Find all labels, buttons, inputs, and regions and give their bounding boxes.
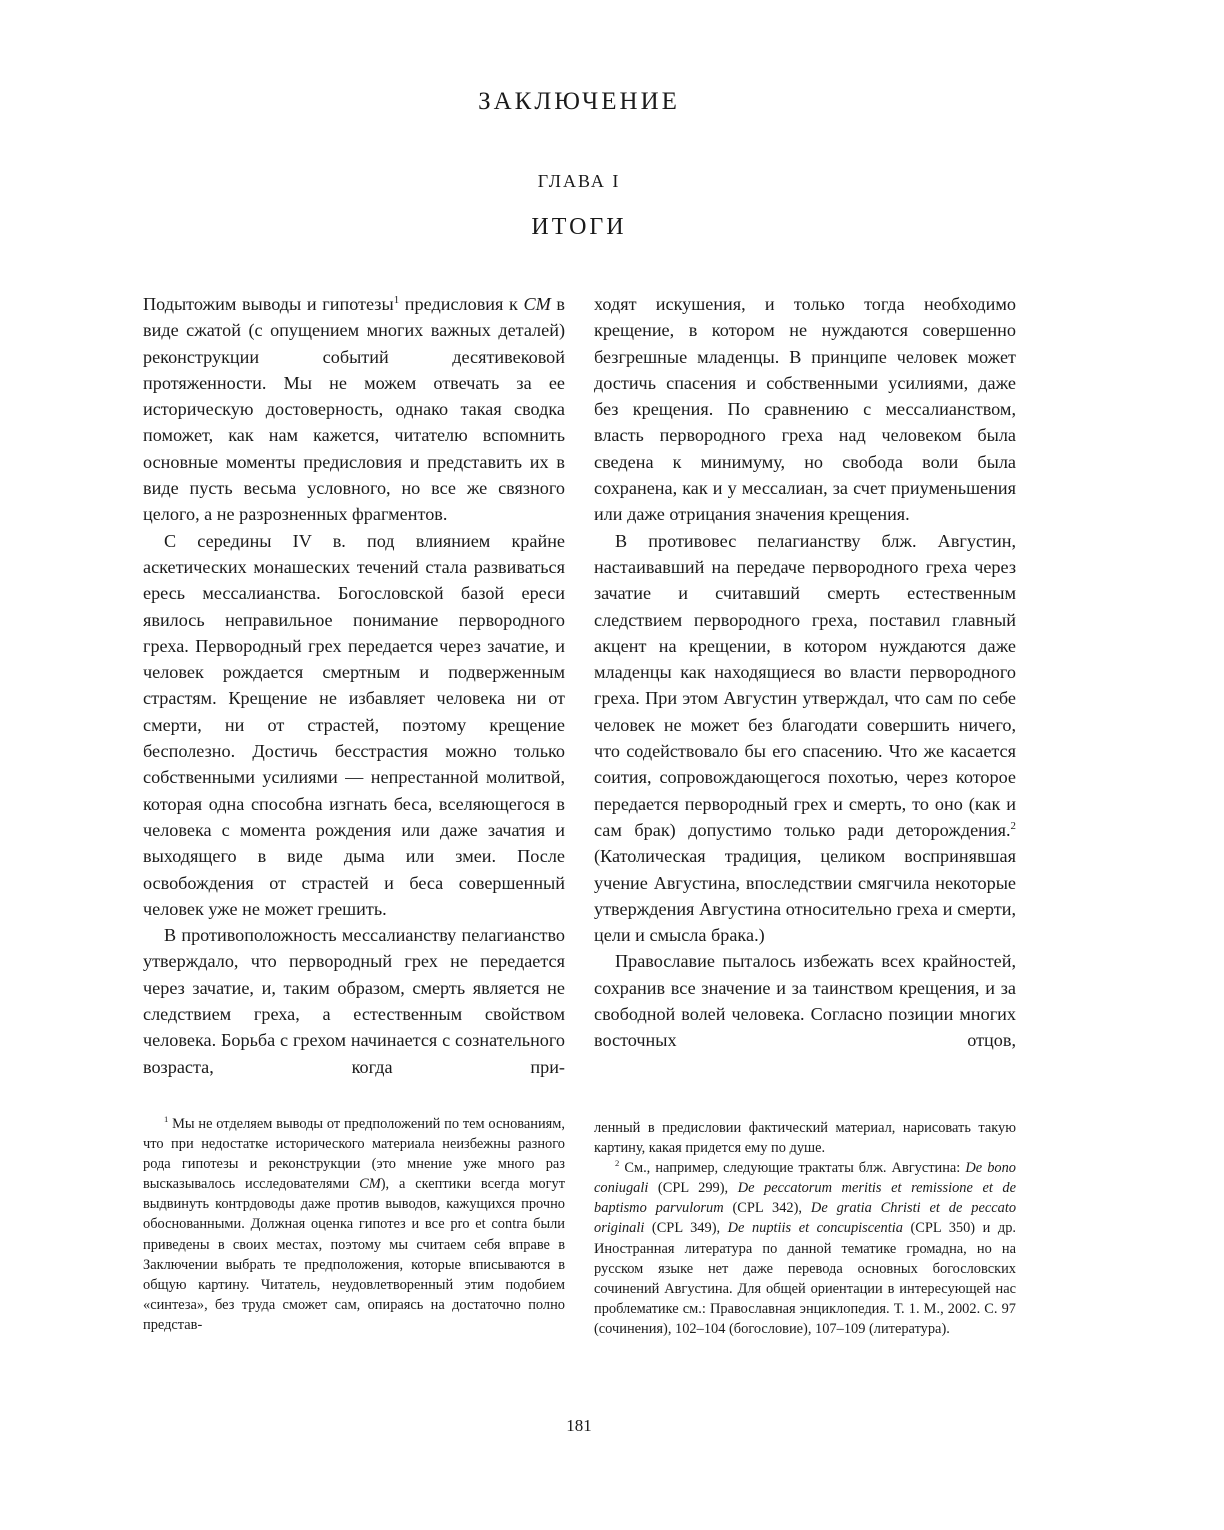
footnote-1 [143,1114,565,1335]
left-column [143,291,565,1080]
treatise-title: De nuptiis et concupiscentia [727,1220,903,1237]
left-paragraph-3: В противоположность мессалианству пелагианство утверждало, что первородный грех не передается через зачатие, и, таким образом, смерть является не следствием греха, а естественным свойством человека. Борьба с грехом начинается с сознательного возраста, когда при- [143,925,565,1077]
text-span: В противовес пелагианству блж. Августин, настаивавший на передаче первородного греха через зачатие и считавший смерть естественным следствием первородного греха, поставил главный акцент на крещении, в котором нуждаются даже младенцы как находящиеся во власти первородного греха. При этом Августин утверждал, что сам по себе человек не может без благодати совершить ничего, что содействовало бы его спасению. Что же касается соития, сопровождающегося похотью, через которое передается первородный грех и смерть, то оно (как и сам брак) допустимо только ради деторождения. [594,530,1016,840]
text-span: Мы не отделяем выводы от предположений по тем основаниям, что при недостатке исторического материала неизбежны разного рода гипотезы и реконструкции (это мнение уже много раз высказывалось исследователями [143,1116,565,1193]
right-column [594,291,1016,1054]
footnote-mark-2: 2 [615,1158,620,1169]
text-span: в виде сжатой (с опущением многих важных деталей) реконструкции событий десятивековой протяженности. Мы не можем отвечать за ее историческую достоверность, однако такая сводка поможет, как нам кажется, читателю вспомнить основные моменты предисловия и представить их в виде пусть весьма условного, но все же связного целого, а не разрозненных фрагментов. [143,294,566,525]
treatise-title: De gratia Christi et de peccato originali [594,1200,1017,1237]
text-span: ), а скептики всегда могут выдвинуть контрдоводы даже против выводов, кажущихся прочно обоснованными. Должная оценка гипотез и все pro et contra были приведены в своих местах, поэтому мы считаем себя вправе в Заключении выбрать те предположения, которые вписываются в общую картину. Читатель, неудовлетворенный этим подобием «синтеза», без труда сможет сам, опираясь на достаточно полно представ- [143,1176,566,1333]
text-span: (Католическая традиция, целиком воспринявшая учение Августина, впоследствии смягчила некоторые утверждения Августина относительно греха и смерти, цели и смысла брака.) [594,846,1016,946]
chapter-title: ИТОГИ [531,214,627,240]
abbrev-cm: СМ [523,294,551,314]
treatise-title: De peccatorum meritis et remissione et de baptismo parvulorum [594,1180,1016,1217]
right-paragraph-1: ходят искушения, и только тогда необходимо крещение, в котором не нуждаются совершенно безгрешные младенцы. В принципе человек может достичь спасения и собственными усилиями, даже без крещения. По сравнению с мессалианством, власть первородного греха над человеком была сведена к минимуму, но свобода воли была сохранена, как и у мессалиан, за счет приуменьшения или даже отрицания значения крещения. [594,294,1016,525]
abbrev-cm: СМ [359,1176,381,1193]
footnote-2 [594,1158,1016,1339]
left-paragraph-2: С середины IV в. под влиянием крайне аскетических монашеских течений стала развиваться ересь мессалианства. Богословской базой ереси явилось неправильное понимание первородного греха. Первородный грех передается через зачатие, и человек рождается смертным и подверженным страстям. Крещение не избавляет человека ни от смерти, ни от страстей, поэтому крещение бесполезно. Достичь бесстрастия можно только собственными усилиями — непрестанной молитвой, которая одна способна изгнать беса, вселяющегося в человека с момента рождения или даже зачатия и выходящего в виде дыма или змеи. После освобождения от страстей и беса совершенный человек уже не может грешить. [143,530,565,919]
text-span: предисловия к [399,294,524,314]
footnote-1-continued: ленный в предисловии фактический материал, нарисовать такую картину, какая придется ему по душе. [594,1120,1016,1157]
text-span: См., например, следующие трактаты блж. Августина: [619,1160,966,1177]
text-span: (CPL 342), [723,1200,811,1217]
treatise-title: De bono coniugali [594,1160,1016,1197]
text-span: Подытожим выводы и гипотезы [143,294,394,314]
page-number: 181 [566,1416,592,1435]
footnote-right [594,1118,1016,1339]
text-span: (CPL 350) и др. Иностранная литература по данной тематике громадна, но на русском языке нет даже перевода основных богословских сочинений Августина. Для общей ориентации в интересующей нас проблематике см.: Православная энциклопедия. Т. 1. М., 2002. С. 97 (сочинения), 102–104 (богословие), 107–109 (литература). [594,1220,1016,1337]
text-span: (CPL 349), [644,1220,728,1237]
part-title: ЗАКЛЮЧЕНИЕ [478,88,680,115]
right-paragraph-3: Православие пыталось избежать всех крайностей, сохранив все значение и за таинством крещения, и за свободной волей человека. Согласно позиции многих восточных отцов, [594,951,1016,1051]
text-span: (CPL 299), [648,1180,738,1197]
footnote-left [143,1114,565,1335]
footnote-ref-2: 2 [1010,819,1016,832]
left-paragraph-1 [143,291,565,528]
footnote-ref-1: 1 [393,293,400,306]
chapter-label: ГЛАВА I [537,171,621,191]
right-paragraph-2 [594,528,1016,949]
footnote-mark-1: 1 [164,1114,169,1125]
